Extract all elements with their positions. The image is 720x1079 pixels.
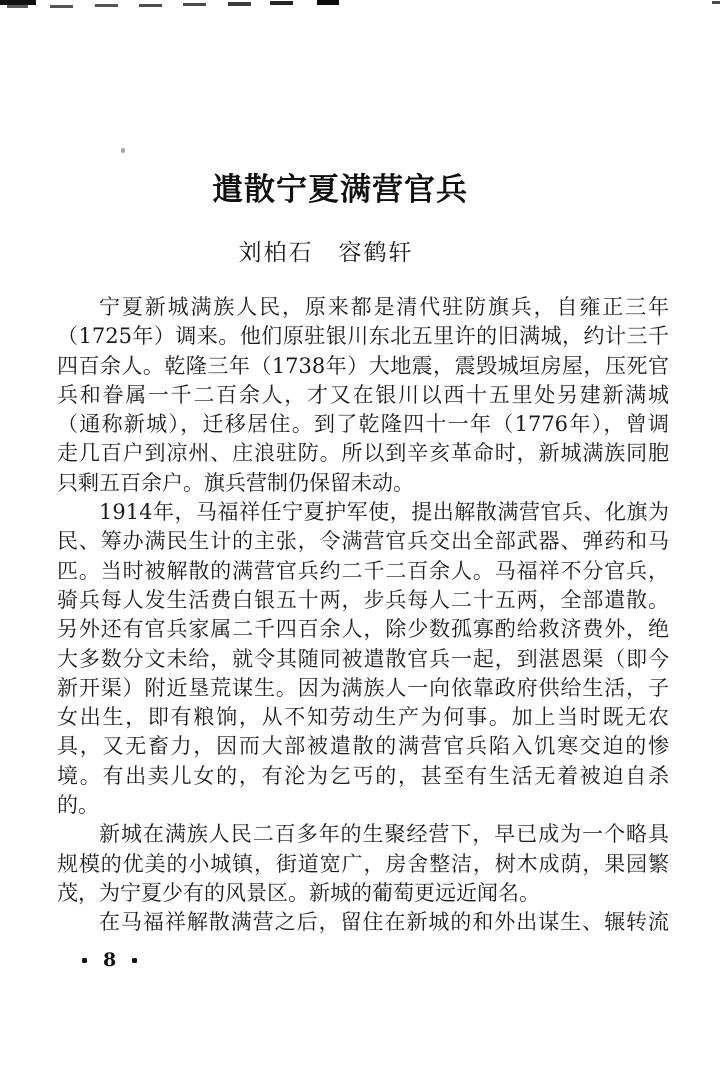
text-line: （1725年）调来。他们原驻银川东北五里许的旧满城，约计三千	[57, 324, 669, 349]
scan-edge-dash	[183, 3, 206, 6]
text-line: （通称新城），迁移居住。到了乾隆四十一年（1776年），曾调	[57, 412, 669, 437]
scan-corner-tick	[712, 1, 720, 4]
scan-edge-dash	[50, 5, 73, 8]
text-line: 只剩五百余户。旗兵营制仍保留未动。	[57, 470, 414, 495]
text-line: 1914年，马福祥任宁夏护军使，提出解散满营官兵、化旗为	[99, 500, 669, 525]
article-heading	[57, 168, 669, 267]
text-line: 民、筹办满民生计的主张，令满营官兵交出全部武器、弹药和马	[57, 529, 669, 554]
text-line: 走几百户到凉州、庄浪驻防。所以到辛亥革命时，新城满族同胞	[57, 441, 669, 466]
text-line: 另外还有官兵家属二千四百余人，除少数孤寡酌给救济费外，绝	[57, 617, 669, 642]
text-line: 兵和眷属一千二百余人，才又在银川以西十五里处另建新满城	[57, 382, 669, 407]
text-line: 骑兵每人发生活费白银五十两，步兵每人二十五两，全部遣散。	[57, 587, 669, 612]
article-authors: 刘柏石 容鹤轩	[238, 240, 414, 266]
scan-edge-dash	[270, 1, 293, 5]
text-line: 女出生，即有粮饷，从不知劳动生产为何事。加上当时既无农	[57, 705, 669, 730]
text-line: 宁夏新城满族人民，原来都是清代驻防旗兵，自雍正三年	[99, 295, 669, 319]
text-line: 新城在满族人民二百多年的生聚经营下，早已成为一个略具	[99, 822, 669, 847]
text-line: 的。	[57, 793, 99, 818]
text-line: 匹。当时被解散的满营官兵约二千二百余人。马福祥不分官兵，	[57, 558, 669, 583]
scan-edge-dash	[95, 4, 118, 7]
scan-edge-dash	[139, 4, 162, 7]
text-line: 规模的优美的小城镇，街道宽广，房舍整洁，树木成荫，果园繁	[57, 851, 669, 876]
text-line: 四百余人。乾隆三年（1738年）大地震，震毁城垣房屋，压死官	[57, 353, 669, 378]
scan-edge-dash	[317, 0, 339, 5]
page-number-value: 8	[103, 949, 117, 971]
text-line: 在马福祥解散满营之后，留住在新城的和外出谋生、辗转流	[99, 910, 669, 935]
text-line: 境。有出卖儿女的，有沦为乞丐的，甚至有生活无着被迫自杀	[57, 763, 669, 788]
scan-edge-dash	[7, 5, 28, 8]
scan-edge-dash	[228, 2, 251, 6]
page-number-dot	[132, 958, 137, 963]
article-body	[57, 293, 669, 938]
scan-speck	[121, 148, 125, 153]
page-number-dot	[82, 958, 87, 963]
article-title: 遣散宁夏满营官兵	[212, 172, 468, 208]
page-number	[82, 949, 137, 971]
text-line: 大多数分文未给，就令其随同被遣散官兵一起，到湛恩渠（即今	[57, 646, 669, 671]
text-line: 茂，为宁夏少有的风景区。新城的葡萄更远近闻名。	[57, 880, 540, 905]
text-line: 新开渠）附近垦荒谋生。因为满族人一向依靠政府供给生活，子	[57, 675, 669, 700]
text-line: 具，又无畜力，因而大部被遣散的满营官兵陷入饥寒交迫的惨	[57, 734, 669, 759]
